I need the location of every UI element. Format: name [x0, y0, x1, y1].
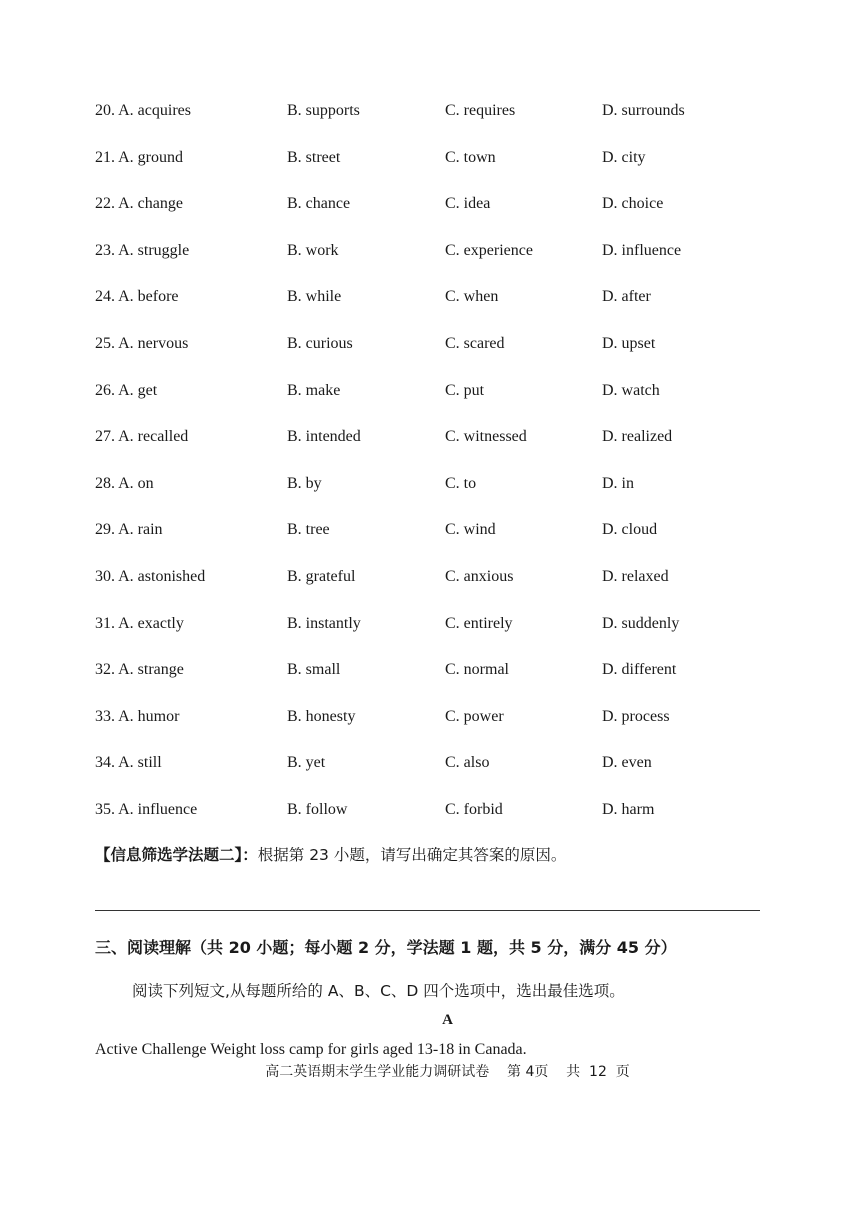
option-a: 27. A. recalled: [95, 428, 189, 446]
option-a: 23. A. struggle: [95, 241, 190, 259]
option-b: B. follow: [287, 801, 348, 818]
option-a: 35. A. influence: [95, 801, 198, 818]
option-d: D. influence: [602, 241, 682, 259]
option-c: C. power: [445, 707, 504, 725]
option-c: C. when: [445, 288, 499, 306]
option-d: D. realized: [602, 428, 673, 446]
study-method-question: [95, 844, 566, 866]
option-b: B. chance: [287, 195, 351, 213]
passage-letter: A: [442, 1012, 453, 1028]
study-method-label: 【信息筛选学法题二】：: [95, 846, 258, 864]
option-b: B. make: [287, 381, 341, 399]
option-a: 31. A. exactly: [95, 614, 184, 632]
option-c: C. wind: [445, 521, 496, 539]
option-a: 33. A. humor: [95, 707, 180, 725]
option-d: D. in: [602, 474, 634, 492]
page-footer: 高二英语期末学生学业能力调研试卷 第 4页 共 12 页: [265, 1064, 630, 1080]
option-c: C. witnessed: [445, 428, 527, 446]
option-d: D. choice: [602, 195, 664, 213]
option-d: D. after: [602, 288, 651, 306]
option-a: 29. A. rain: [95, 521, 163, 539]
option-a: 34. A. still: [95, 754, 162, 772]
option-b: B. yet: [287, 754, 326, 772]
option-d: D. relaxed: [602, 568, 669, 585]
option-d: D. city: [602, 148, 646, 166]
option-d: D. different: [602, 661, 677, 679]
option-c: C. requires: [445, 102, 516, 119]
option-c: C. experience: [445, 241, 533, 259]
option-a: 26. A. get: [95, 381, 158, 399]
option-c: C. scared: [445, 335, 505, 352]
option-d: D. suddenly: [602, 614, 680, 632]
option-b: B. instantly: [287, 614, 361, 632]
option-b: B. honesty: [287, 707, 356, 725]
option-c: C. entirely: [445, 614, 513, 632]
section-instructions: 阅读下列短文,从每题所给的 A、B、C、D 四个选项中，选出最佳选项。: [132, 982, 625, 1000]
option-d: D. process: [602, 707, 670, 725]
option-b: B. while: [287, 288, 342, 306]
option-b: B. small: [287, 661, 341, 679]
answer-line: [95, 910, 760, 911]
option-a: 32. A. strange: [95, 661, 184, 679]
option-b: B. curious: [287, 335, 353, 352]
option-d: D. cloud: [602, 521, 658, 539]
option-b: B. tree: [287, 521, 330, 539]
option-c: C. town: [445, 148, 496, 166]
option-b: B. by: [287, 474, 322, 492]
option-d: D. surrounds: [602, 102, 685, 119]
option-c: C. put: [445, 381, 485, 399]
option-d: D. upset: [602, 335, 656, 352]
option-a: 22. A. change: [95, 195, 183, 213]
option-c: C. anxious: [445, 568, 514, 585]
option-b: B. work: [287, 241, 339, 259]
option-d: D. watch: [602, 381, 660, 399]
option-c: C. normal: [445, 661, 509, 679]
option-a: 25. A. nervous: [95, 335, 189, 352]
option-c: C. idea: [445, 195, 491, 213]
option-b: B. intended: [287, 428, 361, 446]
option-b: B. supports: [287, 102, 360, 119]
option-a: 24. A. before: [95, 288, 179, 306]
option-b: B. grateful: [287, 568, 356, 585]
passage-title: Active Challenge Weight loss camp for girls aged 13-18 in Canada.: [95, 1041, 527, 1058]
option-a: 28. A. on: [95, 474, 154, 492]
option-c: C. also: [445, 754, 490, 772]
study-method-text: 根据第 23 小题，请写出确定其答案的原因。: [257, 846, 567, 864]
option-a: 30. A. astonished: [95, 568, 206, 585]
option-b: B. street: [287, 148, 341, 166]
option-c: C. forbid: [445, 801, 503, 818]
option-d: D. harm: [602, 801, 655, 818]
option-a: 20. A. acquires: [95, 102, 191, 119]
option-a: 21. A. ground: [95, 148, 183, 166]
section-title: 三、阅读理解（共 20 小题；每小题 2 分，学法题 1 题，共 5 分，满分 45 分）: [95, 938, 677, 957]
option-c: C. to: [445, 474, 477, 492]
option-d: D. even: [602, 754, 652, 772]
